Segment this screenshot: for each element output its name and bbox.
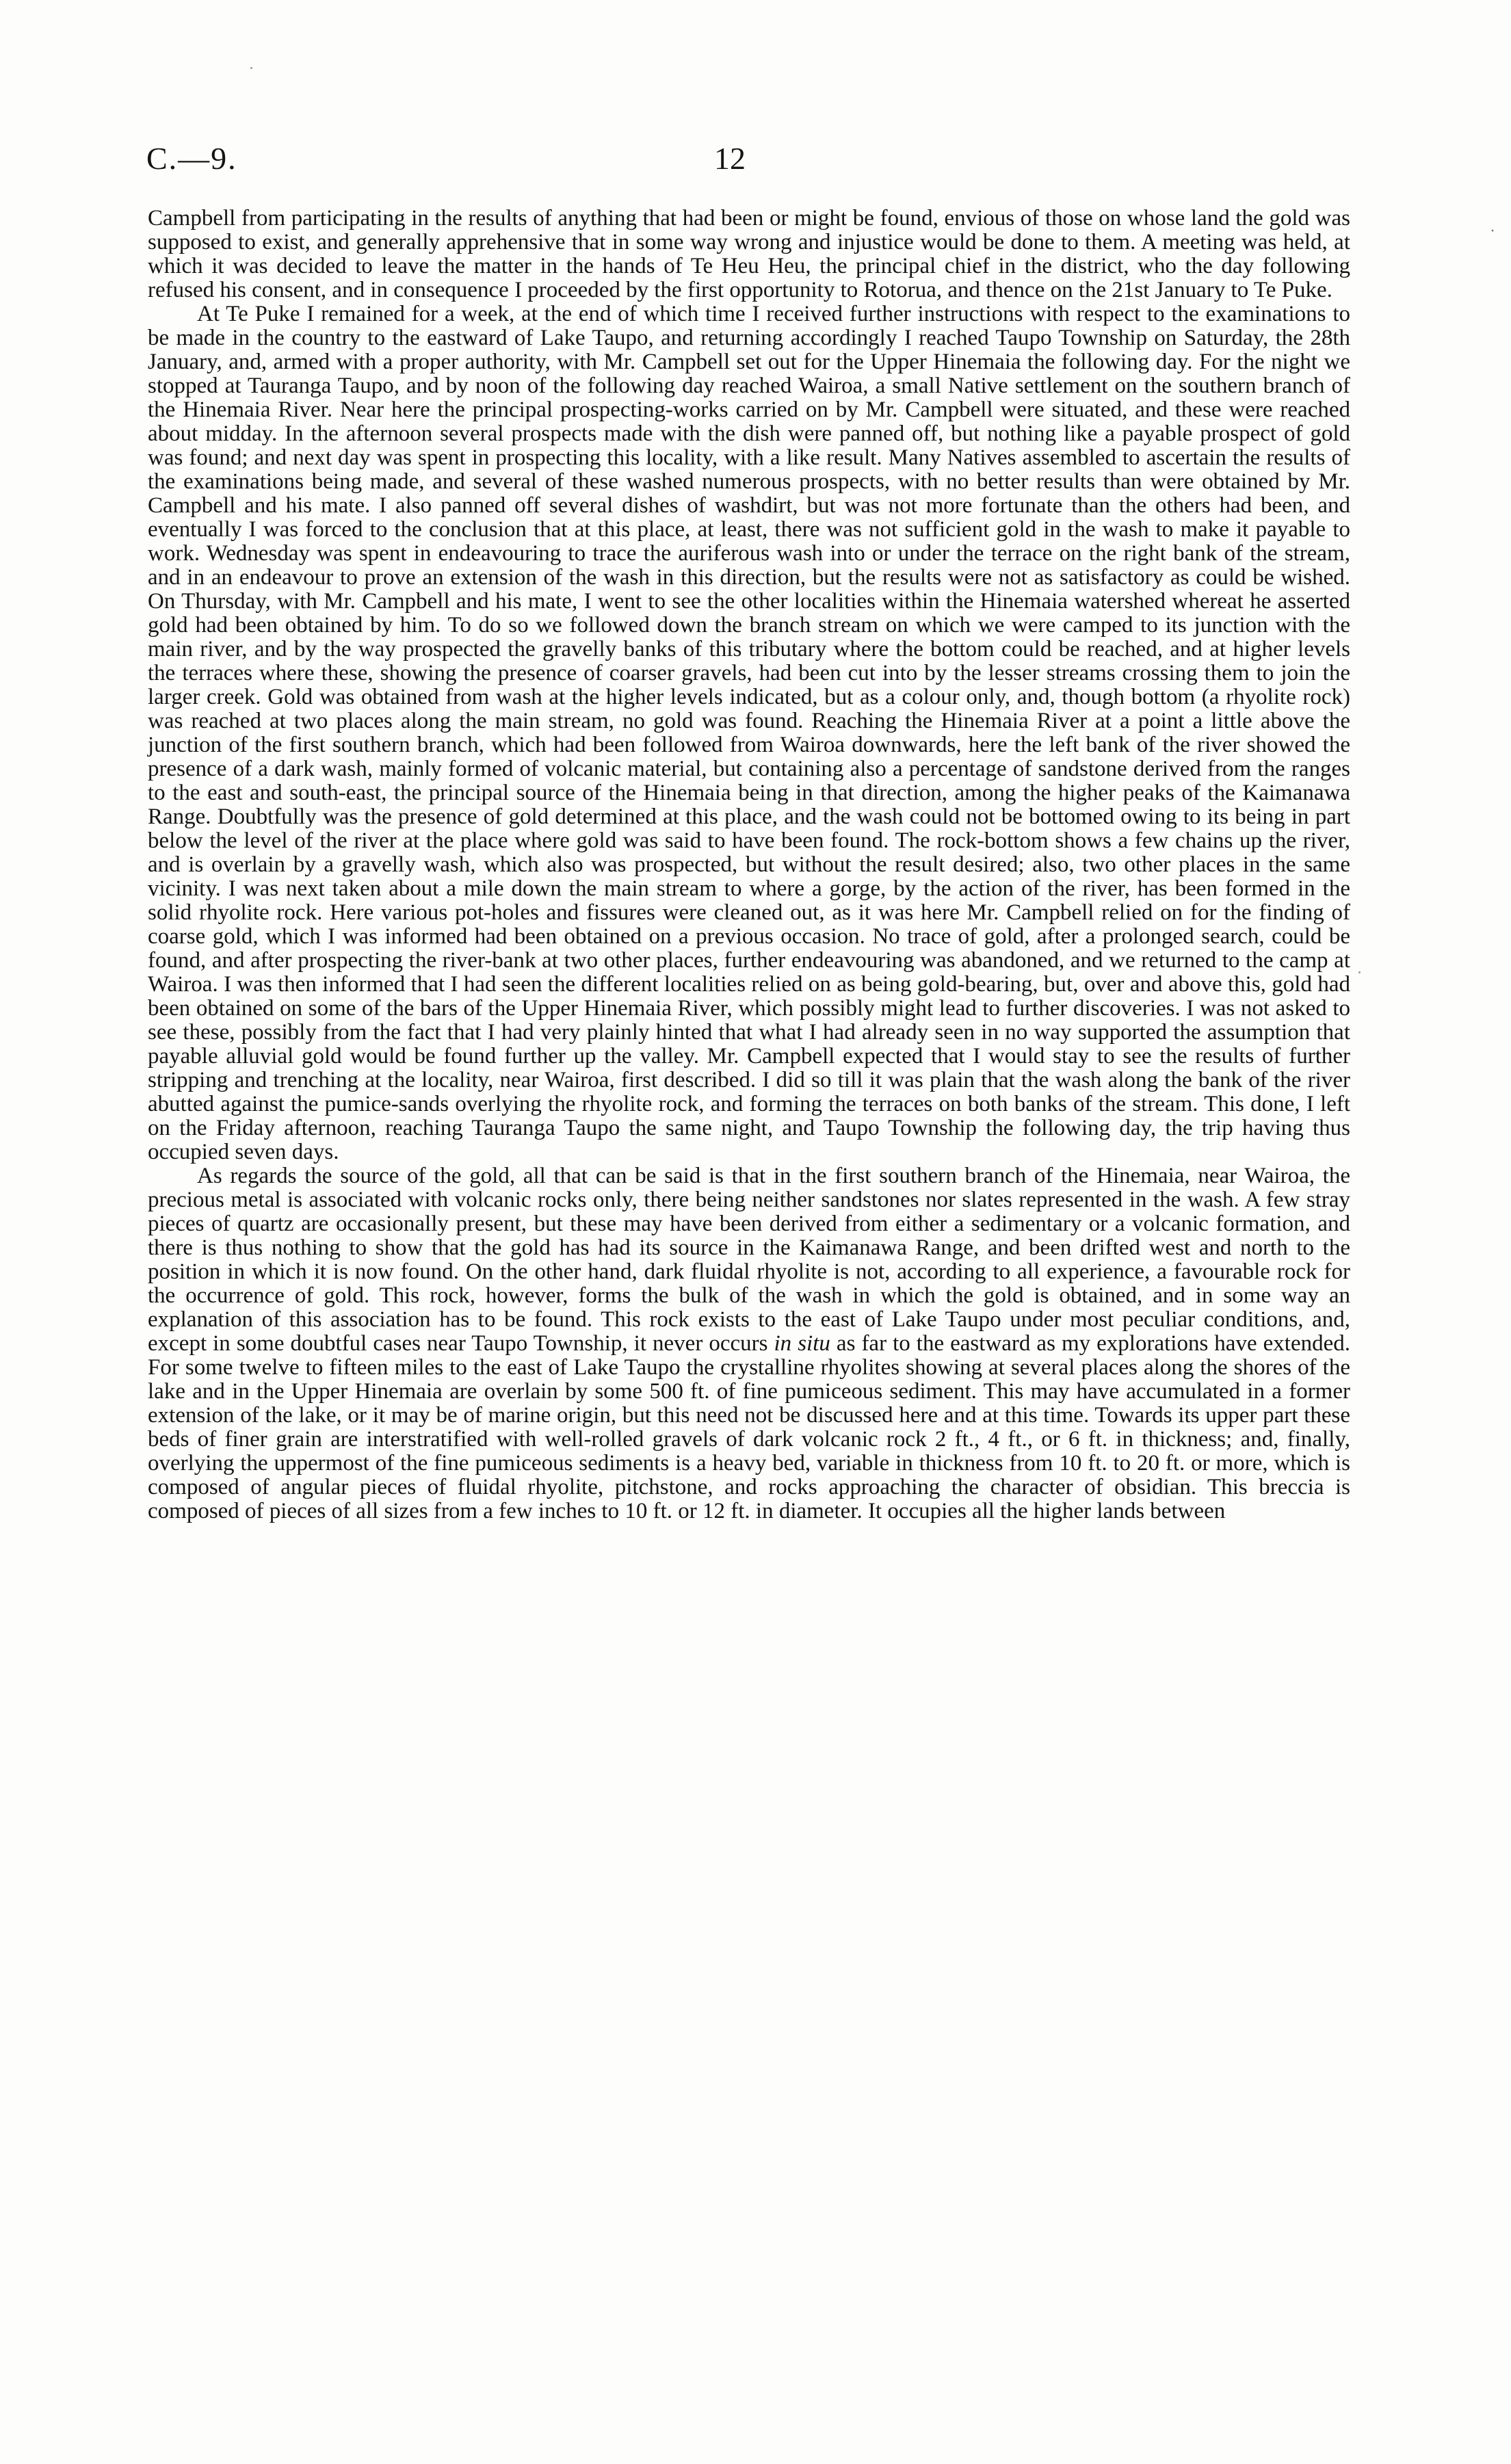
page-header xyxy=(146,140,1350,181)
in-situ-italic: in situ xyxy=(774,1331,830,1356)
scan-speck xyxy=(1358,971,1361,973)
document-reference: C.—9. xyxy=(146,141,237,176)
paragraph-3-text-b: as far to the eastward as my explorations have extended. For some twelve to fifteen miles to the east of Lake Taupo the crystalline rhyolites showing at several places along the shores of the lake and in the Upper Hinemaia are overlain by some 500 ft. of fine pumiceous sediment. This may have accumulated in a former extension of the lake, or it may be of marine origin, but this need not be discussed here and at this time. Towards its upper part these beds of finer grain are interstratified with well-rolled gravels of dark volcanic rock 2 ft., 4 ft., or 6 ft. in thickness; and, finally, overlying the uppermost of the fine pumiceous sediments is a heavy bed, variable in thickness from 10 ft. to 20 ft. or more, which is composed of angular pieces of fluidal rhyolite, pitchstone, and rocks approaching the character of obsidian. This breccia is composed of pieces of all sizes from a few inches to 10 ft. or 12 ft. in diameter. It occupies all the higher lands between xyxy=(148,1331,1350,1523)
margin-mark: · xyxy=(1490,222,1495,240)
page-number: 12 xyxy=(714,141,746,176)
paragraph-3 xyxy=(148,1164,1350,1523)
paragraph-2: At Te Puke I remained for a week, at the end of which time I received further instructions with respect to the examinations to be made in the country to the eastward of Lake Taupo, and returning accordingly I reached Taupo Township on Saturday, the 28th January, and, armed with a proper authority, with Mr. Campbell set out for the Upper Hinemaia the following day. For the night we stopped at Tauranga Taupo, and by noon of the following day reached Wairoa, a small Native settlement on the southern branch of the Hinemaia River. Near here the principal prospecting-works carried on by Mr. Campbell were situated, and these were reached about midday. In the afternoon several prospects made with the dish were panned off, but nothing like a payable prospect of gold was found; and next day was spent in prospecting this locality, with a like result. Many Natives assembled to ascertain the results of the examinations being made, and several of these washed numerous prospects, with no better results than were obtained by Mr. Campbell and his mate. I also panned off several dishes of washdirt, but was not more fortunate than the others had been, and eventually I was forced to the conclusion that at this place, at least, there was not sufficient gold in the wash to make it payable to work. Wednesday was spent in endeavouring to trace the auriferous wash into or under the terrace on the right bank of the stream, and in an endeavour to prove an extension of the wash in this direction, but the results were not as satisfactory as could be wished. On Thursday, with Mr. Campbell and his mate, I went to see the other localities within the Hinemaia watershed whereat he asserted gold had been obtained by him. To do so we followed down the branch stream on which we were camped to its junction with the main river, and by the way prospected the gravelly banks of this tributary where the bottom could be reached, and at higher levels the terraces where these, showing the presence of coarser gravels, had been cut into by the lesser streams crossing them to join the larger creek. Gold was obtained from wash at the higher levels indicated, but as a colour only, and, though bottom (a rhyolite rock) was reached at two places along the main stream, no gold was found. Reaching the Hinemaia River at a point a little above the junction of the first southern branch, which had been followed from Wairoa downwards, here the left bank of the river showed the presence of a dark wash, mainly formed of volcanic material, but containing also a percentage of sandstone derived from the ranges to the east and south-east, the principal source of the Hinemaia being in that direction, among the higher peaks of the Kaimanawa Range. Doubtfully was the presence of gold determined at this place, and the wash could not be bottomed owing to its being in part below the level of the river at the place where gold was said to have been found. The rock-bottom shows a few chains up the river, and is overlain by a gravelly wash, which also was prospected, but without the result desired; also, two other places in the same vicinity. I was next taken about a mile down the main stream to where a gorge, by the action of the river, has been formed in the solid rhyolite rock. Here various pot-holes and fissures were cleaned out, as it was here Mr. Campbell relied on for the finding of coarse gold, which I was informed had been obtained on a previous occasion. No trace of gold, after a prolonged search, could be found, and after prospecting the river-bank at two other places, further endeavouring was abandoned, and we returned to the camp at Wairoa. I was then informed that I had seen the different localities relied on as being gold-bearing, but, over and above this, gold had been obtained on some of the bars of the Upper Hinemaia River, which possibly might lead to further discoveries. I was not asked to see these, possibly from the fact that I had very plainly hinted that what I had already seen in no way supported the assumption that payable alluvial gold would be found further up the valley. Mr. Campbell expected that I would stay to see the results of further stripping and trenching at the locality, near Wairoa, first described. I did so till it was plain that the wash along the bank of the river abutted against the pumice-sands overlying the rhyolite rock, and forming the terraces on both banks of the stream. This done, I left on the Friday afternoon, reaching Tauranga Taupo the same night, and Taupo Township the following day, the trip having thus occupied seven days. xyxy=(148,302,1350,1164)
scan-speck xyxy=(250,67,252,69)
paragraph-3-text-a: As regards the source of the gold, all that can be said is that in the first southern branch of the Hinemaia, near Wairoa, the precious metal is associated with volcanic rocks only, there being neither sandstones nor slates represented in the wash. A few stray pieces of quartz are occasionally present, but these may have been derived from either a sedimentary or a volcanic formation, and there is thus nothing to show that the gold has had its source in the Kaimanawa Range, and been drifted west and north to the position in which it is now found. On the other hand, dark fluidal rhyolite is not, according to all experience, a favourable rock for the occurrence of gold. This rock, however, forms the bulk of the wash in which the gold is obtained, and in some way an explanation of this association has to be found. This rock exists to the east of Lake Taupo under most peculiar conditions, and, except in some doubtful cases near Taupo Township, it never occurs xyxy=(148,1164,1350,1356)
paragraph-1: Campbell from participating in the results of anything that had been or might be found, envious of those on whose land the gold was supposed to exist, and generally apprehensive that in some way wrong and injustice would be done to them. A meeting was held, at which it was decided to leave the matter in the hands of Te Heu Heu, the principal chief in the district, who the day following refused his consent, and in consequence I proceeded by the first opportunity to Rotorua, and thence on the 21st January to Te Puke. xyxy=(148,206,1350,302)
body-text xyxy=(148,207,1350,1523)
